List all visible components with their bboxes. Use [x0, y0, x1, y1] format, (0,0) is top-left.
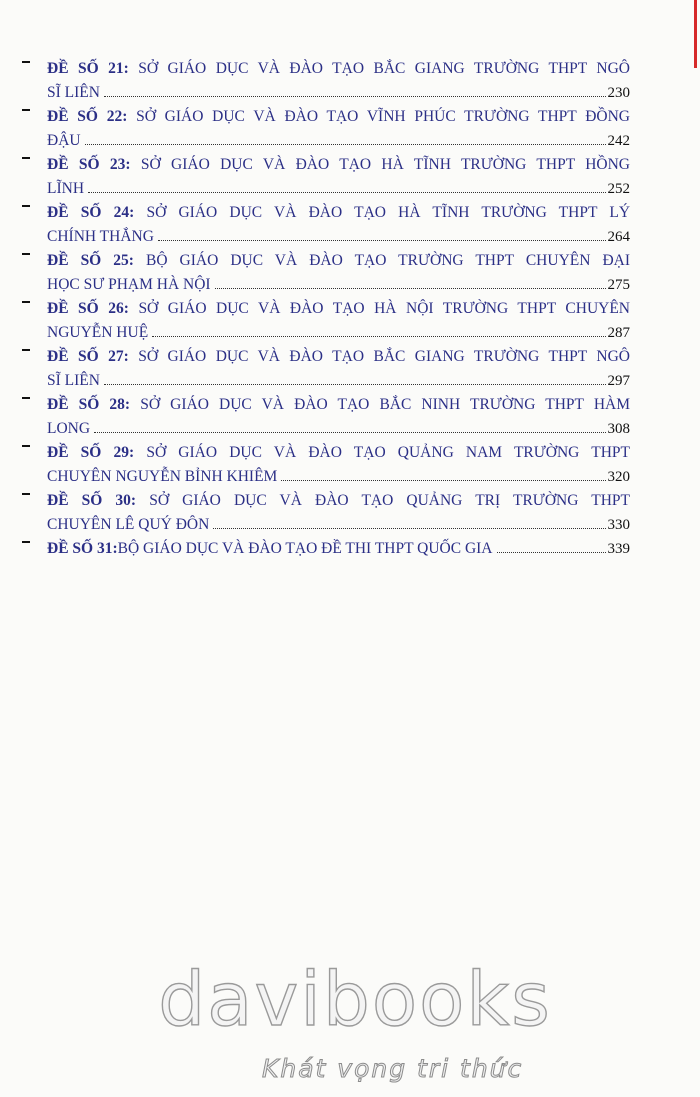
- toc-page-number: 287: [607, 325, 630, 341]
- toc-title-cont: LĨNH: [47, 180, 85, 197]
- toc-title-cont: CHUYÊN NGUYỄN BỈNH KHIÊM: [47, 468, 278, 485]
- toc-title: SỞ GIÁO DỤC VÀ ĐÀO TẠO HÀ NỘI TRƯỜNG THPT CHUYÊN: [128, 300, 630, 317]
- toc-title: SỞ GIÁO DỤC VÀ ĐÀO TẠO QUẢNG TRỊ TRƯỜNG THPT: [136, 492, 630, 509]
- bullet-dash: [22, 109, 30, 111]
- toc-page-number: 330: [607, 517, 630, 533]
- leader-dots: [94, 431, 605, 433]
- bullet-dash: [22, 349, 30, 351]
- toc-entry-29[interactable]: [22, 441, 630, 489]
- bullet-dash: [22, 397, 30, 399]
- toc-title: SỞ GIÁO DỤC VÀ ĐÀO TẠO BẮC NINH TRƯỜNG THPT HÀM: [130, 396, 630, 413]
- toc-title-cont: ĐẬU: [47, 132, 81, 149]
- toc-code: ĐỀ SỐ 25:: [47, 252, 134, 269]
- leader-dots: [152, 335, 605, 337]
- bullet-dash: [22, 301, 30, 303]
- toc-title-cont: SĨ LIÊN: [47, 84, 100, 101]
- toc-entry-23[interactable]: [22, 153, 630, 201]
- toc-entry-28[interactable]: [22, 393, 630, 441]
- toc-code: ĐỀ SỐ 28:: [47, 396, 131, 413]
- toc-title-cont: CHUYÊN LÊ QUÝ ĐÔN: [47, 516, 210, 533]
- toc-page-number: 339: [607, 541, 630, 557]
- toc-page-number: 242: [607, 133, 630, 149]
- toc-title-cont: SĨ LIÊN: [47, 372, 100, 389]
- toc-entry-24[interactable]: [22, 201, 630, 249]
- bullet-dash: [22, 445, 30, 447]
- toc-code: ĐỀ SỐ 29:: [47, 444, 135, 461]
- toc-code: ĐỀ SỐ 27:: [47, 348, 129, 365]
- toc-code: ĐỀ SỐ 22:: [47, 108, 128, 125]
- brand-tagline: Khát vọng tri thức: [262, 1054, 524, 1083]
- bullet-dash: [22, 157, 30, 159]
- toc-entry-21[interactable]: [22, 57, 630, 105]
- toc-entry-30[interactable]: [22, 489, 630, 537]
- bullet-dash: [22, 253, 30, 255]
- toc-page-number: 320: [607, 469, 630, 485]
- leader-dots: [104, 383, 606, 385]
- leader-dots: [104, 95, 606, 97]
- toc-entry-22[interactable]: [22, 105, 630, 153]
- toc-code: ĐỀ SỐ 31:: [47, 540, 118, 557]
- toc-title: BỘ GIÁO DỤC VÀ ĐÀO TẠO ĐỀ THI THPT QUỐC GIA: [117, 540, 493, 557]
- bullet-dash: [22, 541, 30, 543]
- leader-dots: [281, 479, 605, 481]
- toc-title: SỞ GIÁO DỤC VÀ ĐÀO TẠO QUẢNG NAM TRƯỜNG THPT: [134, 444, 630, 461]
- toc-entry-26[interactable]: [22, 297, 630, 345]
- leader-dots: [215, 287, 606, 289]
- toc-title: SỞ GIÁO DỤC VÀ ĐÀO TẠO HÀ TĨNH TRƯỜNG THPT LÝ: [134, 204, 630, 221]
- leader-dots: [88, 191, 605, 193]
- toc-title: SỞ GIÁO DỤC VÀ ĐÀO TẠO VĨNH PHÚC TRƯỜNG THPT ĐỒNG: [127, 108, 630, 125]
- toc-title: BỘ GIÁO DỤC VÀ ĐÀO TẠO TRƯỜNG THPT CHUYÊN ĐẠI: [133, 252, 630, 269]
- toc-entry-27[interactable]: [22, 345, 630, 393]
- toc-code: ĐỀ SỐ 21:: [47, 60, 129, 77]
- toc-code: ĐỀ SỐ 24:: [47, 204, 135, 221]
- toc-page-number: 308: [607, 421, 630, 437]
- toc-page-number: 275: [607, 277, 630, 293]
- toc-title-cont: LONG: [47, 420, 91, 437]
- toc-page-number: 230: [607, 85, 630, 101]
- toc-title: SỞ GIÁO DỤC VÀ ĐÀO TẠO BẮC GIANG TRƯỜNG THPT NGÔ: [128, 60, 630, 77]
- toc-code: ĐỀ SỐ 30:: [47, 492, 137, 509]
- toc-page-number: 252: [607, 181, 630, 197]
- toc-page-number: 264: [607, 229, 630, 245]
- leader-dots: [213, 527, 605, 529]
- toc-code: ĐỀ SỐ 26:: [47, 300, 129, 317]
- brand-watermark: davibooks: [158, 957, 552, 1043]
- toc-code: ĐỀ SỐ 23:: [47, 156, 131, 173]
- bullet-dash: [22, 61, 30, 63]
- leader-dots: [497, 551, 606, 553]
- toc-entry-25[interactable]: [22, 249, 630, 297]
- toc-title: SỞ GIÁO DỤC VÀ ĐÀO TẠO HÀ TĨNH TRƯỜNG THPT HỒNG: [130, 156, 630, 173]
- page-edge-mark: [694, 0, 697, 68]
- leader-dots: [158, 239, 606, 241]
- leader-dots: [85, 143, 606, 145]
- toc-title-cont: NGUYỄN HUỆ: [47, 324, 149, 341]
- toc-entry-31[interactable]: [22, 537, 630, 563]
- bullet-dash: [22, 205, 30, 207]
- bullet-dash: [22, 493, 30, 495]
- toc-title-cont: HỌC SƯ PHẠM HÀ NỘI: [47, 276, 211, 293]
- table-of-contents: [22, 57, 630, 563]
- toc-title-cont: CHÍNH THẮNG: [47, 228, 154, 245]
- toc-title: SỞ GIÁO DỤC VÀ ĐÀO TẠO BẮC GIANG TRƯỜNG THPT NGÔ: [128, 348, 630, 365]
- toc-page-number: 297: [607, 373, 630, 389]
